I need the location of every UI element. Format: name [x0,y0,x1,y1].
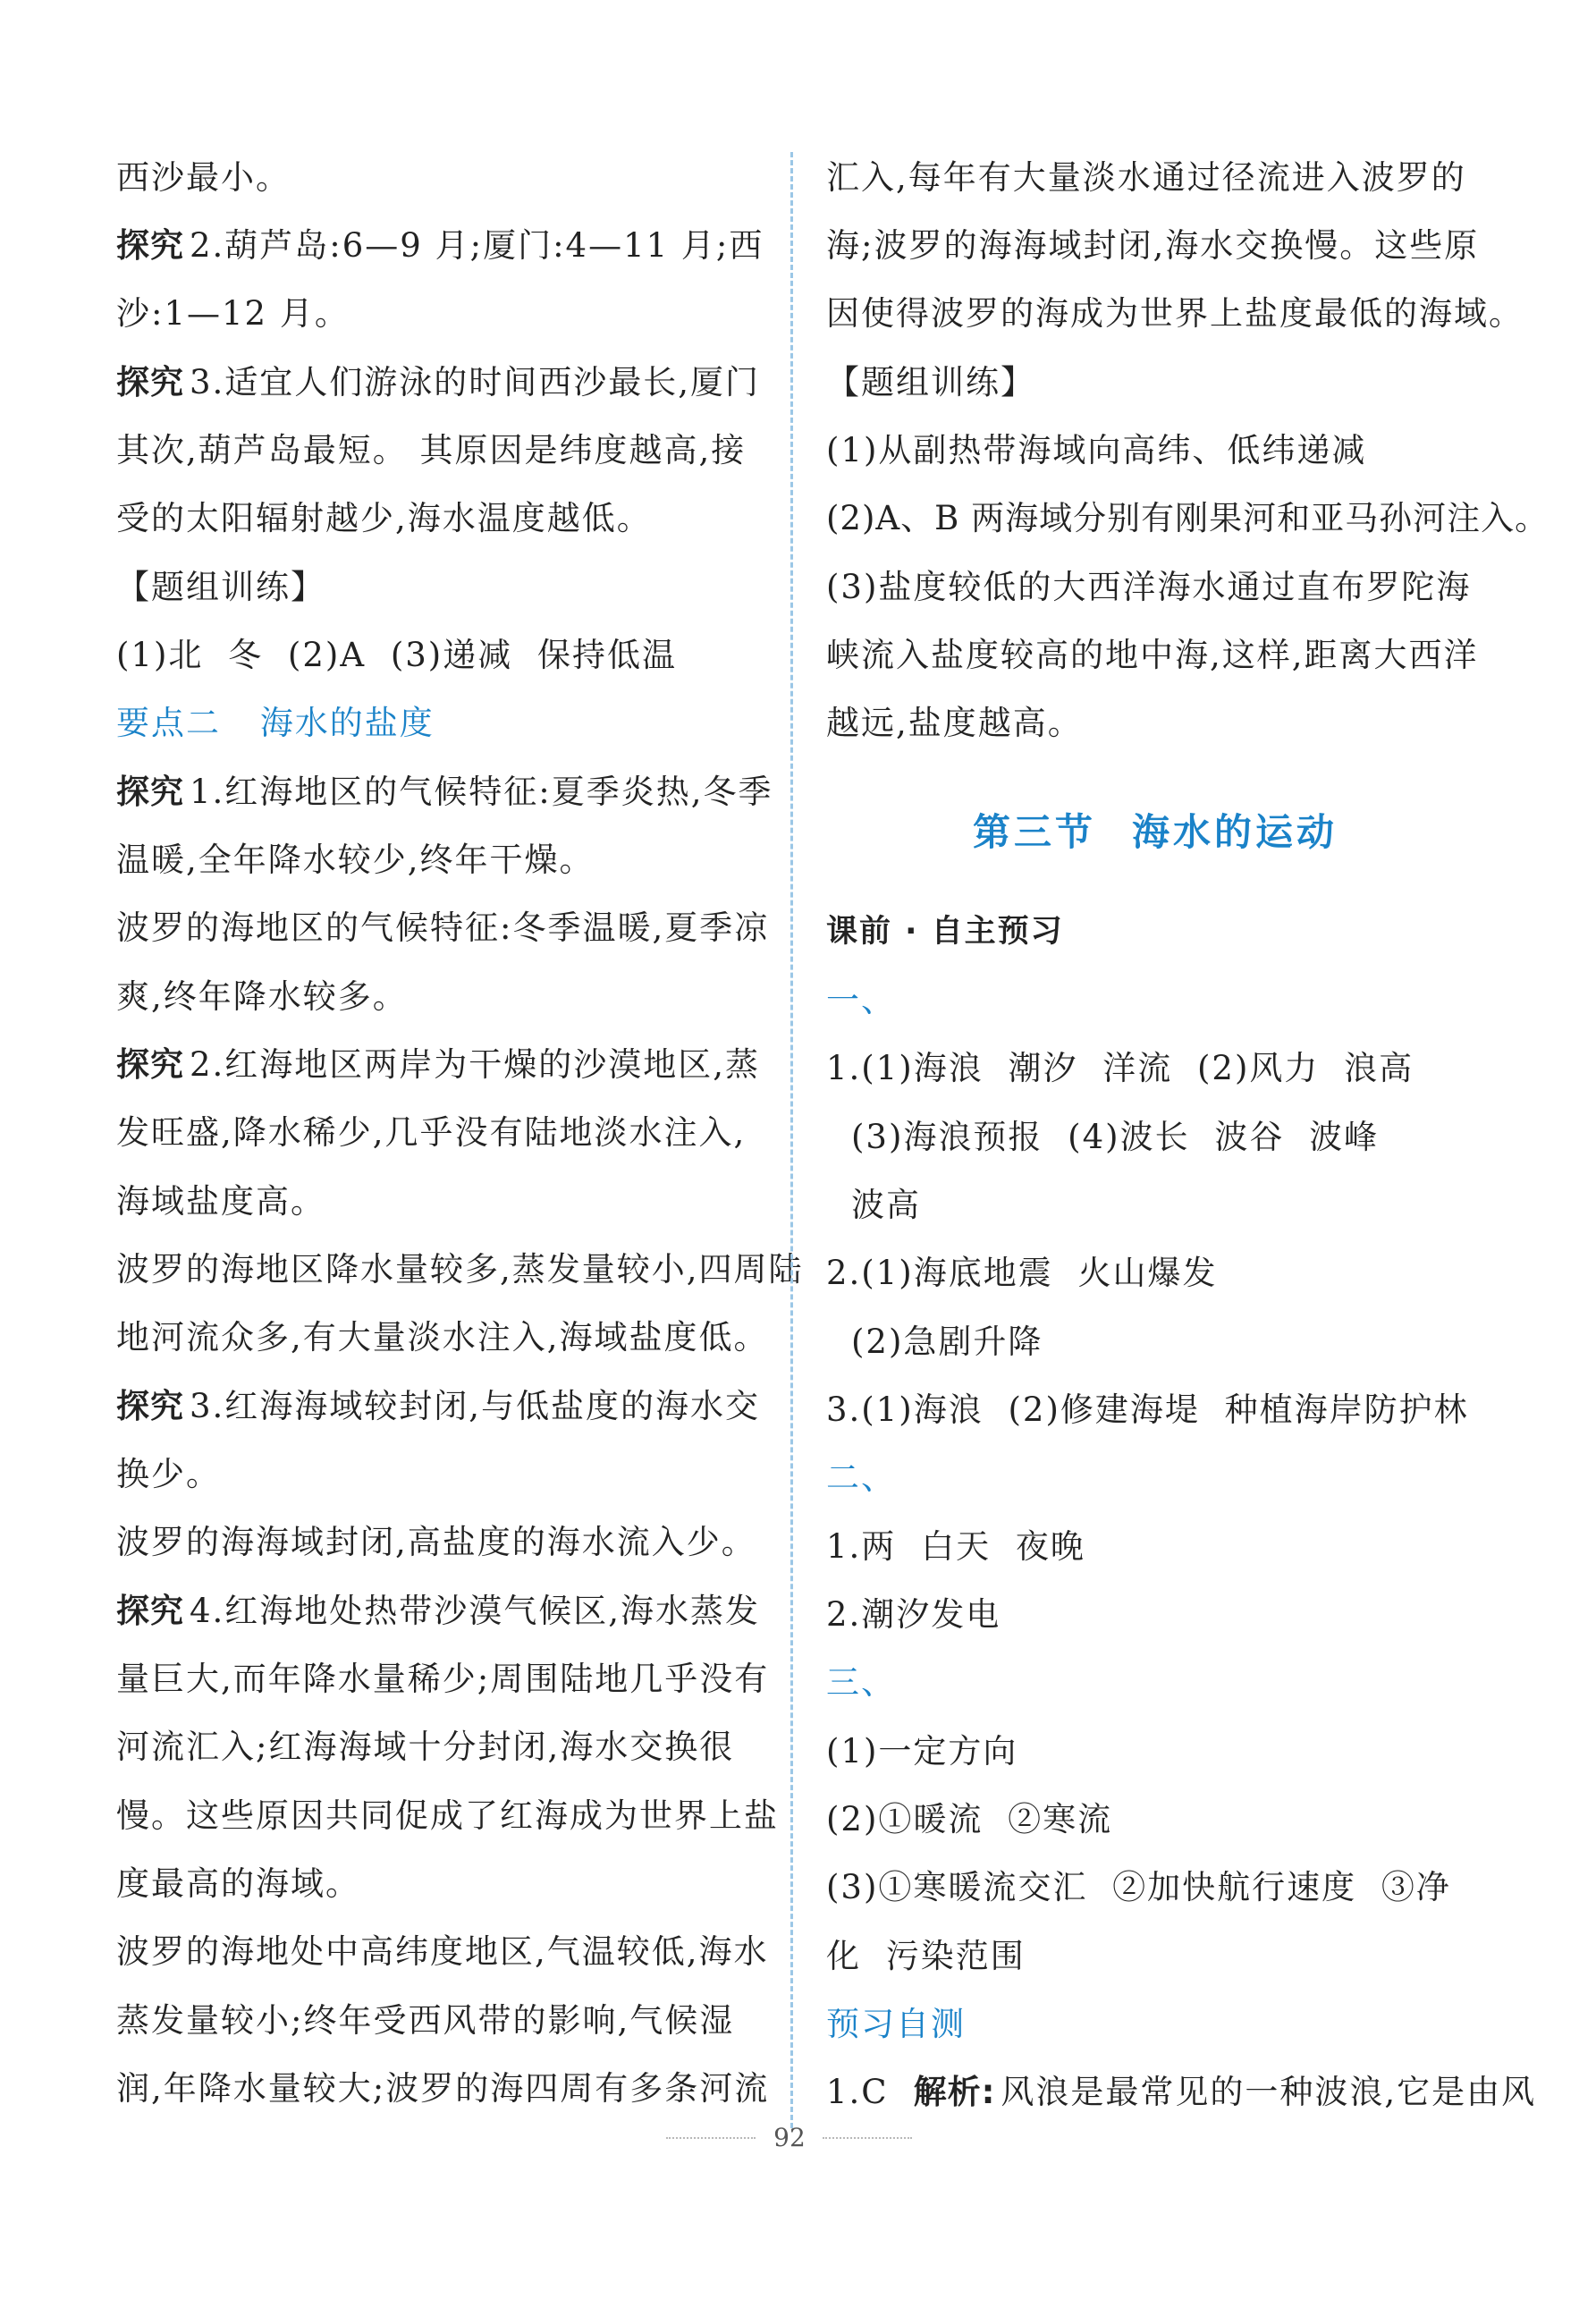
text-line [826,2071,1536,2114]
text-line [116,224,764,267]
text-line [116,1590,760,1633]
part-two-heading: 二、 [826,1458,896,1497]
text-line [116,1385,760,1428]
text-line: 越远,盐度越高。 [826,704,1083,742]
text-line: 2.潮汐发电 [826,1595,1001,1634]
text-line: (1)北 冬 (2)A (3)递减 保持低温 [116,636,677,674]
answer-label: 1.C [826,2073,889,2111]
text-line: 发旺盛,降水稀少,几乎没有陆地淡水注入, [116,1113,747,1152]
text-line: 受的太阳辐射越少,海水温度越低。 [116,499,652,537]
page-number: 92 [773,2123,806,2152]
text-line [116,1044,760,1086]
text-line: 1.(1)海浪 潮汐 洋流 (2)风力 浪高 [826,1049,1414,1087]
explore-label: 探究 [116,363,184,401]
text-line: 爽,终年降水较多。 [116,977,408,1016]
text-line: 峡流入盐度较高的地中海,这样,距离大西洋 [826,636,1479,674]
preview-test-heading: 预习自测 [826,2005,966,2043]
text-line: 其次,葫芦岛最短。 其原因是纬度越高,接 [116,431,747,469]
text-line: (2)①暖流 ②寒流 [826,1800,1113,1838]
explore-label: 探究 [116,773,184,811]
text-line: 2.(1)海底地震 火山爆发 [826,1254,1218,1292]
section-title [973,803,1338,857]
text-line: 慢。这些原因共同促成了红海成为世界上盐 [116,1796,779,1835]
text-span: 3.适宜人们游泳的时间西沙最长,厦门 [190,363,761,401]
explore-label: 探究 [116,226,184,265]
text-span: 2.葫芦岛:6—9 月;厦门:4—11 月;西 [190,226,764,265]
text-line: (3)①寒暖流交汇 ②加快航行速度 ③净 [826,1868,1451,1906]
text-line: 因使得波罗的海成为世界上盐度最低的海域。 [826,294,1524,333]
part-one-heading: 一、 [826,981,896,1019]
group-training-heading: 【题组训练】 [826,363,1035,401]
text-line [116,771,773,814]
text-line: (1)一定方向 [826,1732,1018,1770]
text-line: 波罗的海地区降水量较多,蒸发量较小,四周陆 [116,1250,804,1289]
text-line: 海域盐度高。 [116,1182,325,1221]
text-line: 蒸发量较小;终年受西风带的影响,气候湿 [116,2001,735,2040]
section-name: 海水的运动 [1132,810,1338,854]
text-line: 西沙最小。 [116,158,291,197]
text-line: 温暖,全年降水较少,终年干燥。 [116,841,595,879]
text-line: 3.(1)海浪 (2)修建海堤 种植海岸防护林 [826,1390,1469,1429]
text-line: 波高 [851,1186,921,1224]
part-three-heading: 三、 [826,1663,896,1702]
section-number: 第三节 [973,810,1097,854]
text-line: 波罗的海地区的气候特征:冬季温暖,夏季凉 [116,908,770,947]
text-line: 润,年降水量较大;波罗的海四周有多条河流 [116,2069,770,2108]
text-line: (2)A、B 两海域分别有刚果河和亚马孙河注入。 [826,499,1549,537]
text-line: 沙:1—12 月。 [116,294,350,333]
text-line: 1.两 白天 夜晚 [826,1527,1085,1566]
text-line: 地河流众多,有大量淡水注入,海域盐度低。 [116,1318,769,1356]
footer-dots-right [823,2137,912,2139]
text-span: 3.红海海域较封闭,与低盐度的海水交 [190,1387,761,1425]
text-line: 汇入,每年有大量淡水通过径流进入波罗的 [826,158,1466,197]
text-line: 化 污染范围 [826,1937,1026,1975]
text-line: (2)急剧升降 [851,1323,1043,1361]
text-line: (1)从副热带海域向高纬、低纬递减 [826,431,1367,469]
text-line: 波罗的海海域封闭,高盐度的海水流入少。 [116,1523,756,1561]
text-line [116,361,760,404]
key-point-heading: 要点二 海水的盐度 [116,704,435,742]
text-line: (3)海浪预报 (4)波长 波谷 波峰 [851,1118,1380,1156]
explore-label: 探究 [116,1387,184,1425]
text-span: 4.红海地处热带沙漠气候区,海水蒸发 [190,1592,761,1630]
text-line: 度最高的海域。 [116,1864,360,1903]
pre-class-heading: 课前 · 自主预习 [826,914,1064,950]
text-span: 1.红海地区的气候特征:夏季炎热,冬季 [190,773,773,811]
analysis-label: 解析: [913,2073,996,2111]
explore-label: 探究 [116,1045,184,1084]
text-span: 风浪是最常见的一种波浪,它是由风 [1001,2073,1537,2111]
text-line: 波罗的海地处中高纬度地区,气温较低,海水 [116,1932,769,1971]
text-line: 量巨大,而年降水量稀少;周围陆地几乎没有 [116,1660,770,1698]
text-line: 换少。 [116,1455,221,1493]
text-line: (3)盐度较低的大西洋海水通过直布罗陀海 [826,568,1472,606]
explore-label: 探究 [116,1592,184,1630]
text-span: 2.红海地区两岸为干燥的沙漠地区,蒸 [190,1045,761,1084]
column-divider [790,152,793,2128]
text-line: 海;波罗的海海域封闭,海水交换慢。这些原 [826,226,1480,265]
text-line: 河流汇入;红海海域十分封闭,海水交换很 [116,1728,735,1766]
group-training-heading: 【题组训练】 [116,568,325,606]
